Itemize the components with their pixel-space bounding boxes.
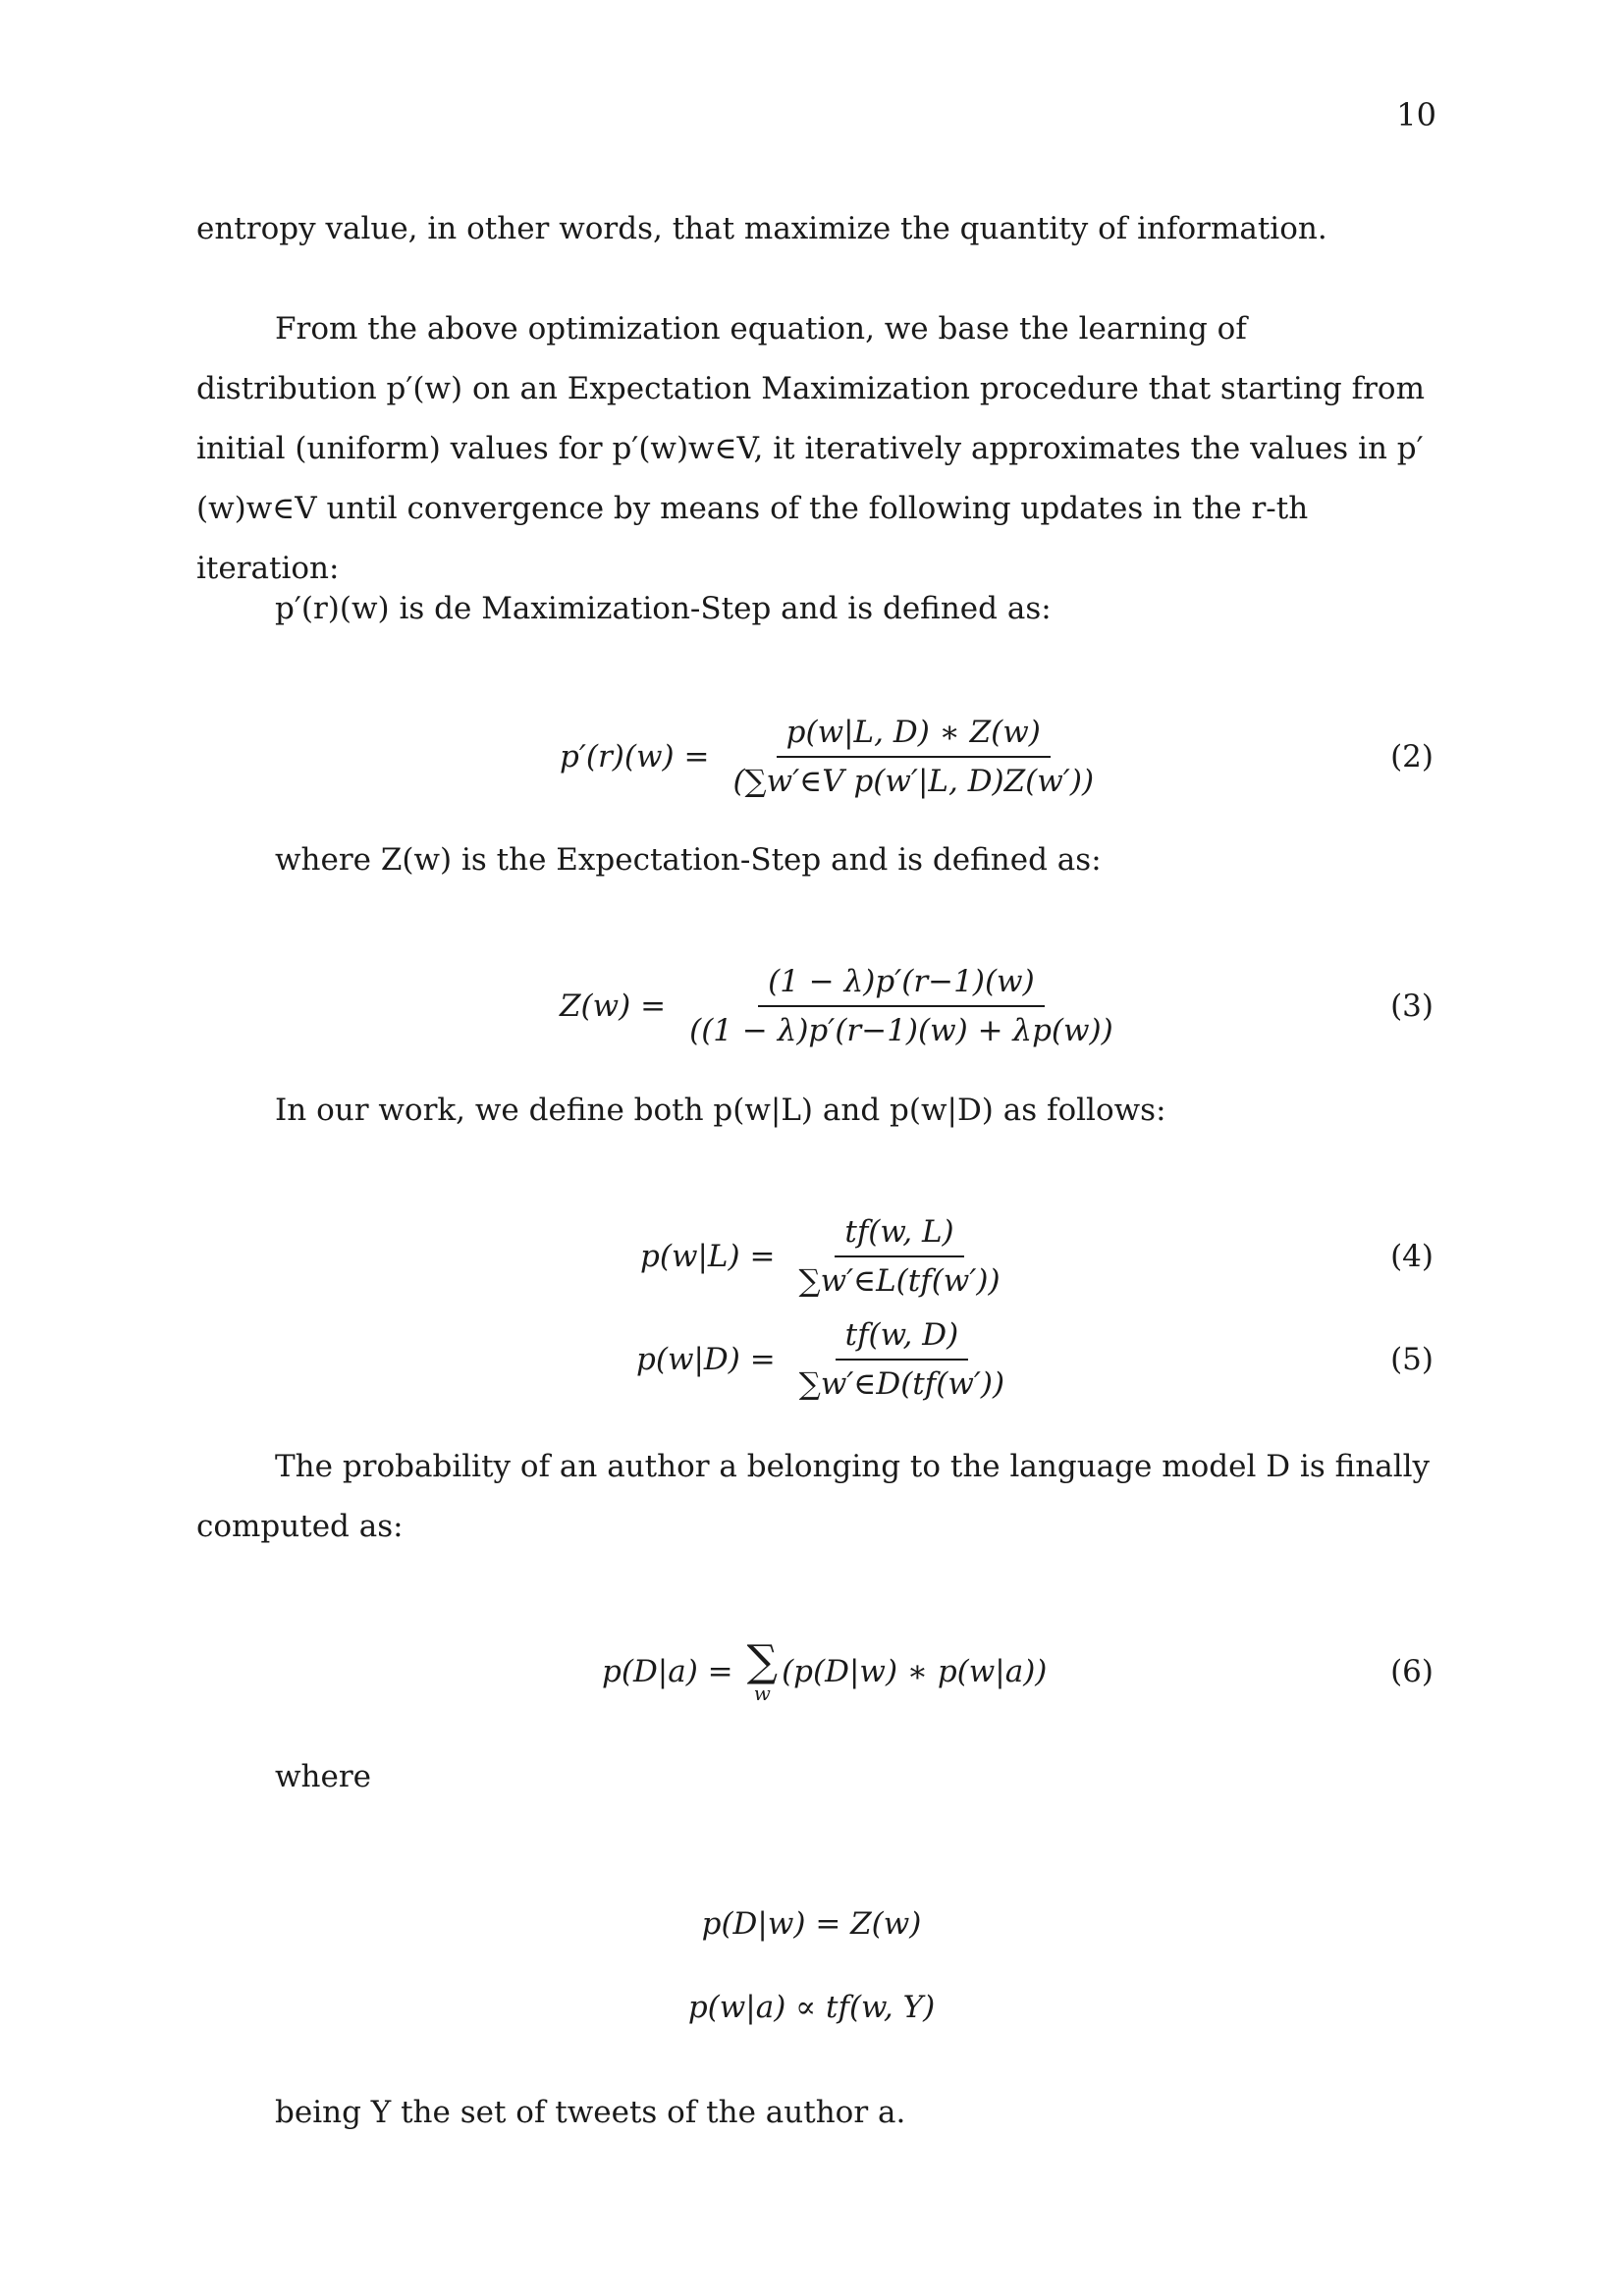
- paragraph-being-y: being Y the set of tweets of the author a.: [275, 2095, 906, 2130]
- paragraph-expectation-step: where Z(w) is the Expectation-Step and is defined as:: [275, 842, 1102, 878]
- equation-5: [196, 1306, 1434, 1414]
- equation-3-denominator: ((1 − λ)p′(r−1)(w) + λp(w)): [689, 1013, 1113, 1048]
- equation-5-numerator: tf(w, D): [836, 1317, 969, 1361]
- equation-4-denominator: ∑w′∈L(tf(w′)): [798, 1263, 1001, 1299]
- equation-2-fraction: [723, 715, 1104, 799]
- equation-2-numerator: p(w|L, D) ∗ Z(w): [777, 715, 1051, 758]
- summation-symbol: ∑: [746, 1636, 779, 1686]
- equation-4: [196, 1202, 1434, 1310]
- paragraph-author-probability: The probability of an author a belonging to the language model D is finally computed as:: [196, 1449, 1431, 1544]
- equation-4-lhs: p(w|L) =: [640, 1239, 776, 1274]
- paragraph-continuation: entropy value, in other words, that maximize the quantity of information.: [196, 211, 1327, 246]
- equation-2-number: (2): [1390, 739, 1434, 774]
- equation-4-numerator: tf(w, L): [835, 1214, 963, 1257]
- equation-6-rhs: (p(D|w) ∗ p(w|a)): [782, 1654, 1048, 1689]
- equation-5-fraction: [789, 1317, 1014, 1402]
- equation-5-lhs: p(w|D) =: [636, 1342, 776, 1377]
- equation-3-lhs: Z(w) =: [560, 988, 667, 1024]
- paragraph-em-procedure: From the above optimization equation, we base the learning of distribution p′(w) on an Expectation Maximization procedure that starting from initial (uniform) values for p′(w)w∈V, it iteratively approximates the values in p′(w)w∈V until convergence by means of the following updates in the r-th iteration:: [196, 311, 1425, 586]
- equation-2-denominator: (∑w′∈V p(w′|L, D)Z(w′)): [732, 764, 1095, 799]
- equation-pwa: p(w|a) ∝ tf(w, Y): [687, 1990, 936, 2025]
- equation-4-fraction: [788, 1214, 1009, 1299]
- equation-3-numerator: (1 − λ)p′(r−1)(w): [758, 964, 1045, 1007]
- equation-3: [196, 952, 1434, 1060]
- equation-3-fraction: [679, 964, 1123, 1048]
- equation-2-lhs: p′(r)(w) =: [560, 739, 710, 774]
- equation-6-number: (6): [1390, 1654, 1434, 1689]
- equation-3-number: (3): [1390, 988, 1434, 1024]
- paragraph-where: where: [275, 1759, 372, 1794]
- paragraph-maximization-step: p′(r)(w) is de Maximization-Step and is defined as:: [275, 591, 1052, 626]
- equation-2: [196, 703, 1434, 811]
- equation-6-lhs: p(D|a) =: [602, 1654, 733, 1689]
- summation-index: w: [753, 1682, 771, 1705]
- equation-6-sum: [746, 1636, 779, 1705]
- equation-pdw: p(D|w) = Z(w): [701, 1906, 922, 1942]
- equation-5-number: (5): [1390, 1342, 1434, 1377]
- page-number: 10: [1396, 96, 1436, 133]
- paragraph-definitions: In our work, we define both p(w|L) and p(w|D) as follows:: [275, 1093, 1166, 1128]
- equation-4-number: (4): [1390, 1239, 1434, 1274]
- equation-6: [196, 1618, 1434, 1726]
- equation-5-denominator: ∑w′∈D(tf(w′)): [798, 1366, 1005, 1402]
